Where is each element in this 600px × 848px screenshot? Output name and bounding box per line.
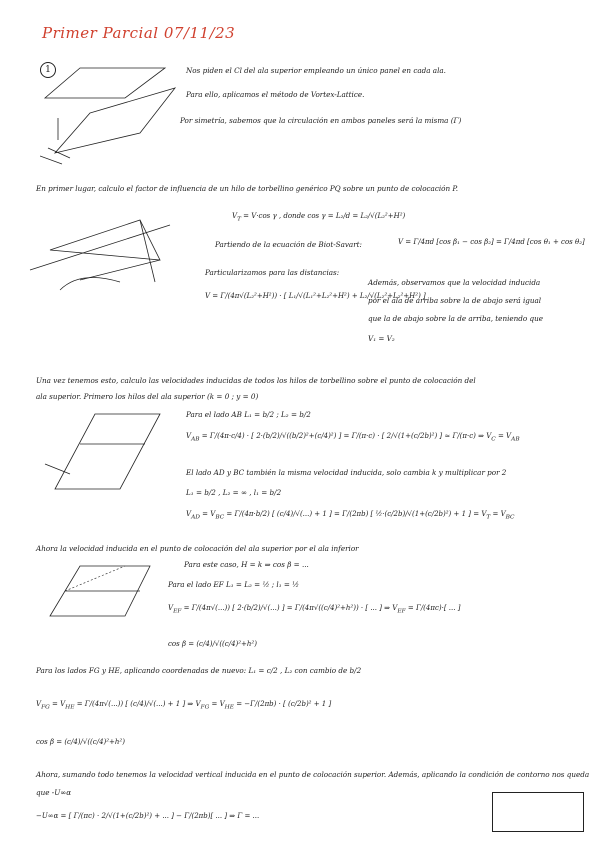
biot-savart-label: Partiendo de la ecuación de Biot-Savart:: [215, 240, 362, 249]
figure-wing-panels: [40, 58, 180, 168]
lado-ab-label: Para el lado AB L₁ = b/2 ; L₂ = b/2: [186, 410, 311, 419]
section2-text-2: ala superior. Primero los hilos del ala superior (k = 0 ; y = 0): [36, 392, 259, 401]
note-line-3: que la de abajo sobre la de arriba, teniendo que: [368, 314, 543, 323]
eq-cos-beta: cos β = (c/4)/√((c/4)²+h²): [168, 640, 257, 648]
section1-text: En primer lugar, calculo el factor de influencia de un hilo de torbellino genérico PQ sobre un punto de colocación P.: [36, 184, 459, 193]
section3-text: Ahora la velocidad inducida en el punto de colocación del ala superior por el ala inferior: [36, 544, 359, 553]
substitute-label: Particularizamos para las distancias:: [205, 268, 340, 277]
eq-vef: $V_{EF} = \Gamma/(4\pi√(...))$ [ 2·(b/2)/√(...) ] = Γ/(4π√((c/4)²+h²)) · [ ... ] ⇒ $V_{EF} = \Gamma/(4\pi c)\cdot$[ ... ]: [168, 604, 461, 615]
section4-final: Ahora, sumando todo tenemos la velocidad vertical inducida en el punto de colocación superior. Además, aplicando la condición de contorno nos queda: [36, 770, 590, 779]
ad-params: L₁ = b/2 , L₂ = ∞ , l₁ = b/2: [186, 488, 282, 497]
page-title: Primer Parcial 07/11/23: [42, 24, 236, 42]
eq-vad: $V_{AD} = V_{BC} = \Gamma/(4\pi\cdot b/2)$ [ (c/4)/√(...) + 1 ] = Γ/(2πb) [ ½·(c/2b)/√(1+(c/2b)²) + 1 ] = $V_T = V_{BC}$: [186, 510, 515, 521]
figure-vortex-filament: [20, 200, 200, 300]
eq-substitute: V = Γ/(4π√(L₂²+H²)) · [ L₁/√(L₁²+L₂²+H²) + L₂/√(L₂²+L₂²+H²) ]: [205, 292, 426, 300]
eq-vfg: $V_{FG} = V_{HE} = \Gamma/(4\pi√(...))$ [ (c/4)/√(...) + 1 ] ⇒ $V_{FG} = V_{HE} = -\Gamma/(2\pi b)$ · [ (c/2b)² + 1 ]: [36, 700, 332, 711]
figure-lower-panel: [40, 556, 170, 636]
section4-text: Para los lados FG y HE, aplicando coordenadas de nuevo: L₁ = c/2 , L₂ con cambio de b/2: [36, 666, 362, 675]
final-result-box: [492, 792, 584, 832]
cos-label: Para este caso, H = k ⇒ cos β = ...: [184, 560, 309, 569]
note-line-4: V₁ = V₂: [368, 334, 395, 343]
eq-vt: $V_T = V\cdot\cos$ γ , donde cos γ = L₂/d = L₂/√(L₂²+H²): [232, 212, 406, 223]
intro-line-2: Para ello, aplicamos el método de Vortex-Lattice.: [186, 90, 365, 99]
eq-vab: $V_{AB} = \Gamma/(4\pi\cdot c/4)$ · [ 2·(b/2)/√((b/2)²+(c/4)²) ] = Γ/(π·c) · [ 2/√(1+(c/2b)²) ] ≈ Γ/(π·c) ⇒ $V_C = V_{AB}$: [186, 432, 520, 443]
eq-final-sum: −U∞α = [ Γ/(πc) · 2/√(1+(c/2b)²) + ... ] − Γ/(2πb)[ ... ] ⇒ Γ = ...: [36, 812, 260, 820]
section4-que: que -U∞α: [36, 788, 72, 797]
lado-ef-label: Para el lado EF L₁ = L₂ = ½ ; l₁ = ½: [168, 580, 300, 589]
note-line-1: Además, observamos que la velocidad inducida: [368, 278, 541, 287]
figure-upper-panel: [40, 404, 170, 504]
eq-biot-savart: V = Γ/4πd [cos β₁ − cos β₂] = Γ/4πd [cos θ₁ + cos θ₂]: [398, 238, 585, 246]
problem-number: 1: [40, 62, 56, 78]
intro-line-1: Nos piden el Cl del ala superior empleando un único panel en cada ala.: [186, 66, 446, 75]
section2-text-1: Una vez tenemos esto, calculo las velocidades inducidas de todos los hilos de torbellino sobre el punto de colocación del: [36, 376, 476, 385]
intro-line-3: Por simetría, sabemos que la circulación en ambos paneles será la misma (Γ): [180, 116, 462, 125]
note-line-2: por el ala de arriba sobre la de abajo será igual: [368, 296, 542, 305]
eq-cos-final: cos β = (c/4)/√((c/4)²+h²): [36, 738, 125, 746]
lado-ad-label: El lado AD y BC también la misma velocidad inducida, solo cambia k y multiplicar por 2: [186, 468, 507, 477]
